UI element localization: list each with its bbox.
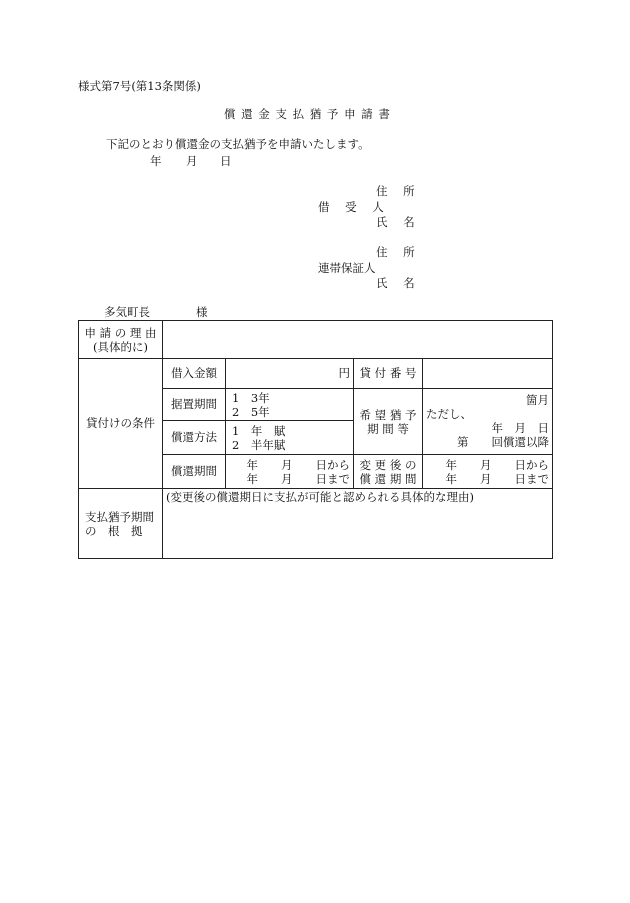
borrower-address-label: 住 所 bbox=[376, 184, 421, 198]
basis-label-cell bbox=[79, 489, 163, 559]
loan-amount-input-cell[interactable] bbox=[226, 359, 354, 389]
loan-number-input-cell[interactable] bbox=[423, 359, 553, 389]
desired-period-label: 希 望 猶 予 bbox=[359, 407, 417, 422]
date-day-label: 日 bbox=[220, 154, 232, 168]
repay-period-from: 年 月 日から bbox=[246, 457, 350, 472]
reason-label-cell bbox=[79, 321, 163, 359]
desired-period-label-cell bbox=[354, 389, 423, 455]
conditions-label: 貸付けの条件 bbox=[86, 416, 155, 430]
basis-note: (変更後の償還期日に支払が可能と認められる具体的な理由) bbox=[166, 490, 474, 504]
guarantor-name-label: 氏 名 bbox=[376, 276, 421, 290]
deferment-label: 据置期間 bbox=[163, 389, 226, 421]
repay-method-label: 償還方法 bbox=[163, 421, 226, 455]
intro-text: 下記のとおり償還金の支払猶予を申請いたします。 bbox=[106, 137, 370, 151]
deferment-option-5y[interactable]: 2 5年 bbox=[232, 404, 270, 419]
yen-unit: 円 bbox=[338, 366, 350, 380]
basis-input-cell[interactable] bbox=[163, 489, 553, 559]
loan-number-label: 貸 付 番 号 bbox=[354, 359, 423, 389]
desired-proviso: ただし、 bbox=[426, 407, 472, 421]
deferment-option-3y[interactable]: 1 3年 bbox=[232, 390, 270, 405]
basis-row bbox=[79, 489, 553, 559]
repay-period-label: 償還期間 bbox=[163, 455, 226, 489]
changed-period-from: 年 月 日から bbox=[445, 457, 549, 472]
repay-period-input-cell[interactable] bbox=[226, 455, 354, 489]
changed-period-sublabel: 償 還 期 間 bbox=[359, 471, 417, 486]
changed-period-label-cell bbox=[354, 455, 423, 489]
reason-row bbox=[79, 321, 553, 359]
addressee-mayor: 多気町長 bbox=[104, 305, 150, 319]
basis-sublabel: の 根 拠 bbox=[85, 523, 143, 538]
reason-sublabel: (具体的に) bbox=[93, 339, 148, 354]
borrower-name-label: 氏 名 bbox=[376, 215, 421, 229]
loan-amount-row bbox=[79, 359, 553, 389]
repay-option-semiannual[interactable]: 2 半年賦 bbox=[232, 437, 286, 452]
reason-input-cell[interactable] bbox=[163, 321, 553, 359]
date-month-label: 月 bbox=[186, 154, 198, 168]
desired-date: 年 月 日 bbox=[491, 421, 549, 435]
desired-months: 箇月 bbox=[526, 393, 549, 407]
reason-label: 申 請 の 理 由 bbox=[84, 325, 157, 340]
addressee-honorific: 様 bbox=[196, 305, 208, 319]
repay-method-options-cell[interactable] bbox=[226, 421, 354, 455]
guarantor-role-label: 連帯保証人 bbox=[318, 261, 376, 275]
desired-period-input-cell[interactable] bbox=[423, 389, 553, 455]
guarantor-address-label: 住 所 bbox=[376, 245, 421, 259]
repay-option-annual[interactable]: 1 年 賦 bbox=[232, 423, 286, 438]
desired-nth-repayment: 第 回償還以降 bbox=[457, 435, 549, 449]
loan-amount-label: 借入金額 bbox=[163, 359, 226, 389]
changed-period-to: 年 月 日まで bbox=[445, 471, 549, 486]
page-title: 償 還 金 支 払 猶 予 申 請 書 bbox=[224, 107, 391, 121]
basis-label: 支払猶予期間 bbox=[85, 509, 154, 524]
desired-period-sublabel: 期 間 等 bbox=[367, 421, 409, 436]
repay-period-to: 年 月 日まで bbox=[246, 471, 350, 486]
application-table bbox=[78, 320, 553, 559]
changed-period-label: 変 更 後 の bbox=[359, 457, 417, 472]
borrower-role-label: 借 受 人 bbox=[318, 200, 390, 214]
date-year-label: 年 bbox=[150, 154, 162, 168]
changed-period-input-cell[interactable] bbox=[423, 455, 553, 489]
form-number: 様式第7号(第13条関係) bbox=[78, 79, 201, 93]
deferment-options-cell[interactable] bbox=[226, 389, 354, 421]
conditions-label-cell bbox=[79, 359, 163, 489]
